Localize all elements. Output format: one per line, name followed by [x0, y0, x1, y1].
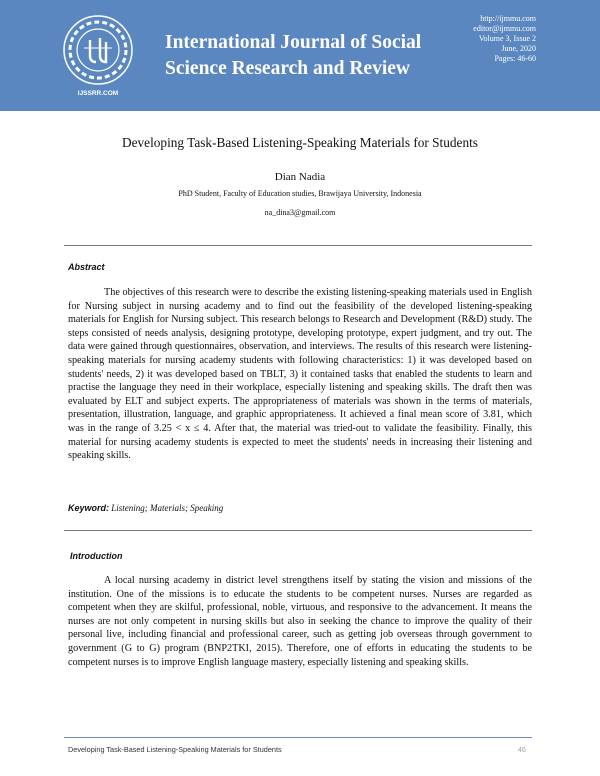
author-name: Dian Nadia: [274, 171, 326, 183]
keywords-label: Keyword:: [68, 503, 110, 513]
journal-date: June, 2020: [501, 44, 536, 53]
keywords: [68, 503, 223, 513]
divider: [64, 530, 532, 531]
running-title: Developing Task-Based Listening-Speaking Materials for Students: [68, 745, 282, 754]
journal-volume: Volume 3, Issue 2: [478, 34, 536, 43]
journal-title-line1: International Journal of Social: [165, 32, 422, 53]
author-affiliation: PhD Student, Faculty of Education studies, Brawijaya University, Indonesia: [178, 189, 422, 198]
keywords-values: Listening; Materials; Speaking: [111, 503, 224, 513]
abstract-text: The objectives of this research were to describe the existing listening-speaking materials used in English for Nursing subject in nursing academy and to find out the feasibility of the developed listening-speaking materials for English for Nursing subject. This research belongs to Research and Development (R&D) study. The steps consisted of needs analysis, designing prototype, developing prototype, expert judgment, and try out. The data were gained through questionnaires, observation, and interviews. The results of this research were listening-speaking materials for nursing academy students with following characteristics: 1) it was developed based on students' needs, 2) it was developed based on TBLT, 3) it contained tasks that enabled the students to learn and practise the language they need in their workplace, especially listening and speaking skills. The draft then was evaluated by ELT and subject experts. The appropriateness of materials was shown in the terms of materials, presentation, illustration, language, and graphic appropriateness. It achieved a final mean score of 3.81, which was in the range of 3.25 < x ≤ 4. After that, the material was tried-out to validate the feasibility. Finally, this material for nursing academy students is expected to meet the students' needs in increasing their listening and speaking skills.: [68, 287, 532, 462]
logo-text: IJSSRR.COM: [77, 90, 119, 97]
paper-title: Developing Task-Based Listening-Speaking Materials for Students: [122, 135, 478, 150]
introduction-heading: Introduction: [70, 551, 123, 561]
journal-meta: [426, 14, 536, 64]
journal-title-line2: Science Research and Review: [165, 58, 410, 79]
journal-pages: Pages: 46-60: [494, 54, 536, 63]
journal-title: [165, 30, 465, 82]
divider: [64, 245, 532, 246]
page-number: 46: [517, 745, 526, 754]
journal-header-banner: [0, 0, 600, 111]
author-email[interactable]: na_dina3@gmail.com: [264, 208, 336, 217]
footer-divider: [64, 737, 532, 738]
journal-email[interactable]: editor@ijmmu.com: [473, 24, 536, 33]
introduction-text: A local nursing academy in district level strengthens itself by stating the vision and missions of the institution. One of the missions is to educate the students to be competent nurses. Nurses are regarded as competent when they are skilful, professional, noble, virtuous, and responsive to the advancement. It means the nurses are not only competent in nursing skills but also in seeking the chance to improve the quality of their personal live, including financial and professional career, such as getting job overseas through government to government (G to G) program (BNP2TKI, 2015). Therefore, one of efforts in educating the students to be competent nurses is to improve English language mastery, especially listening and speaking skills.: [68, 575, 532, 668]
abstract-heading: Abstract: [68, 262, 105, 272]
journal-logo-icon: [62, 12, 134, 98]
journal-url[interactable]: http://ijmmu.com: [480, 14, 536, 23]
